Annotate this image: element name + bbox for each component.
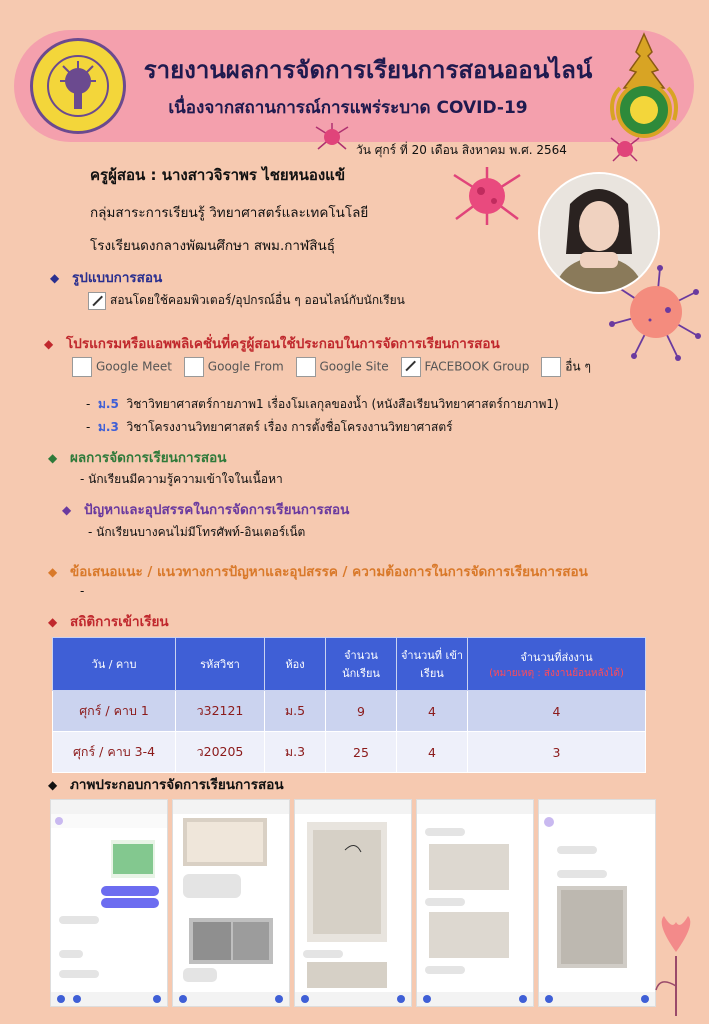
virus-icon: [448, 165, 526, 227]
checkbox[interactable]: [184, 357, 204, 377]
col-header-day-period: วัน / คาบ: [53, 638, 176, 691]
virus-icon: [607, 134, 643, 164]
app-option-google-form[interactable]: Google From: [184, 357, 284, 377]
attendance-table: [52, 637, 646, 773]
results-heading: ◆ ผลการจัดการเรียนการสอน: [48, 450, 227, 466]
chat-screenshot-4[interactable]: [416, 799, 534, 1007]
col-header-submitted: จำนวนที่ส่งงาน (หมายเหตุ : ส่งงานย้อนหลังได้): [468, 638, 646, 691]
table-cell: ว20205: [176, 732, 265, 773]
obec-emblem-logo: [598, 30, 690, 142]
chat-screenshot-1[interactable]: [50, 799, 168, 1007]
photos-heading: ◆ ภาพประกอบการจัดการเรียนการสอน: [48, 777, 284, 793]
diamond-bullet-icon: ◆: [62, 503, 72, 517]
teacher-name: ครูผู้สอน : นางสาวจิราพร ไชยหนองแข้: [90, 166, 346, 184]
table-header-row: [53, 638, 646, 691]
chat-screenshot-2[interactable]: [172, 799, 290, 1007]
problems-heading: ◆ ปัญหาและอุปสรรคในการจัดการเรียนการสอน: [62, 502, 350, 518]
checkbox[interactable]: [296, 357, 316, 377]
table-cell: ม.5: [265, 691, 326, 732]
diamond-bullet-icon: ◆: [48, 615, 58, 629]
table-cell: 4: [397, 691, 468, 732]
table-cell: 3: [468, 732, 646, 773]
report-date: วัน ศุกร์ ที่ 20 เดือน สิงหาคม พ.ศ. 2564: [356, 143, 567, 157]
col-header-room: ห้อง: [265, 638, 326, 691]
table-cell: ศุกร์ / คาบ 3-4: [53, 732, 176, 773]
table-cell: ว32121: [176, 691, 265, 732]
attendance-heading: ◆ สถิติการเข้าเรียน: [48, 614, 169, 630]
checkbox[interactable]: [541, 357, 561, 377]
diamond-bullet-icon: ◆: [48, 451, 58, 465]
chat-screenshot-3[interactable]: [294, 799, 412, 1007]
report-subtitle: เนื่องจากสถานการณ์การแพร่ระบาด COVID-19: [168, 98, 528, 118]
chat-screenshot-5[interactable]: [538, 799, 656, 1007]
table-row: [53, 732, 646, 773]
virus-icon: [312, 121, 352, 153]
app-option-other[interactable]: อื่น ๆ: [541, 357, 591, 377]
col-header-student-count: จำนวน นักเรียน: [326, 638, 397, 691]
app-option-facebook-group[interactable]: FACEBOOK Group: [401, 357, 530, 377]
table-cell: 4: [397, 732, 468, 773]
col-header-attended: จำนวนที่ เข้าเรียน: [397, 638, 468, 691]
problems-item: - นักเรียนบางคนไม่มีโทรศัพท์-อินเตอร์เน็ต: [88, 525, 306, 539]
school-logo: [30, 38, 126, 134]
teaching-format-heading: ◆ รูปแบบการสอน: [50, 270, 163, 286]
department-line: กลุ่มสาระการเรียนรู้ วิทยาศาสตร์และเทคโนโลยี: [90, 205, 369, 221]
flower-decoration-icon: [646, 916, 706, 1016]
table-cell: 4: [468, 691, 646, 732]
checkbox[interactable]: [72, 357, 92, 377]
checkbox-checked[interactable]: [401, 357, 421, 377]
table-cell: ศุกร์ / คาบ 1: [53, 691, 176, 732]
table-cell: ม.3: [265, 732, 326, 773]
app-option-google-site[interactable]: Google Site: [296, 357, 389, 377]
col-header-subject-code: รหัสวิชา: [176, 638, 265, 691]
table-cell: 25: [326, 732, 397, 773]
diamond-bullet-icon: ◆: [44, 337, 54, 351]
teaching-format-item: สอนโดยใช้คอมพิวเตอร์/อุปกรณ์อื่น ๆ ออนไลน์กับนักเรียน: [88, 291, 405, 310]
teacher-photo: [538, 172, 660, 294]
school-line: โรงเรียนดงกลางพัฒนศึกษา สพม.กาฬสินธุ์: [90, 238, 335, 254]
app-option-google-meet[interactable]: Google Meet: [72, 357, 172, 377]
diamond-bullet-icon: ◆: [48, 565, 58, 579]
table-row: [53, 691, 646, 732]
suggestions-item: -: [80, 584, 85, 598]
report-title: รายงานผลการจัดการเรียนการสอนออนไลน์: [143, 56, 593, 84]
checkbox-checked[interactable]: [88, 292, 106, 310]
results-item: - นักเรียนมีความรู้ความเข้าใจในเนื้อหา: [80, 472, 283, 486]
submission-note: (หมายเหตุ : ส่งงานย้อนหลังได้): [489, 667, 624, 679]
apps-heading: ◆ โปรแกรมหรือแอพพลิเคชั่นที่ครูผู้สอนใช้ประกอบในการจัดการเรียนการสอน: [44, 336, 500, 352]
detail-line-m3: - ม.3 วิชาโครงงานวิทยาศาสตร์ เรื่อง การตั้งชื่อโครงงานวิทยาศาสตร์: [86, 420, 453, 434]
diamond-bullet-icon: ◆: [48, 778, 58, 792]
detail-line-m5: - ม.5 วิชาวิทยาศาสตร์กายภาพ1 เรื่องโมเลกุลของน้ำ (หนังสือเรียนวิทยาศาสตร์กายภาพ1): [86, 397, 559, 411]
apps-options: [72, 357, 599, 377]
table-cell: 9: [326, 691, 397, 732]
diamond-bullet-icon: ◆: [50, 271, 60, 285]
suggestions-heading: ◆ ข้อเสนอแนะ / แนวทางการปัญหาและอุปสรรค / ความต้องการในการจัดการเรียนการสอน: [48, 564, 588, 580]
